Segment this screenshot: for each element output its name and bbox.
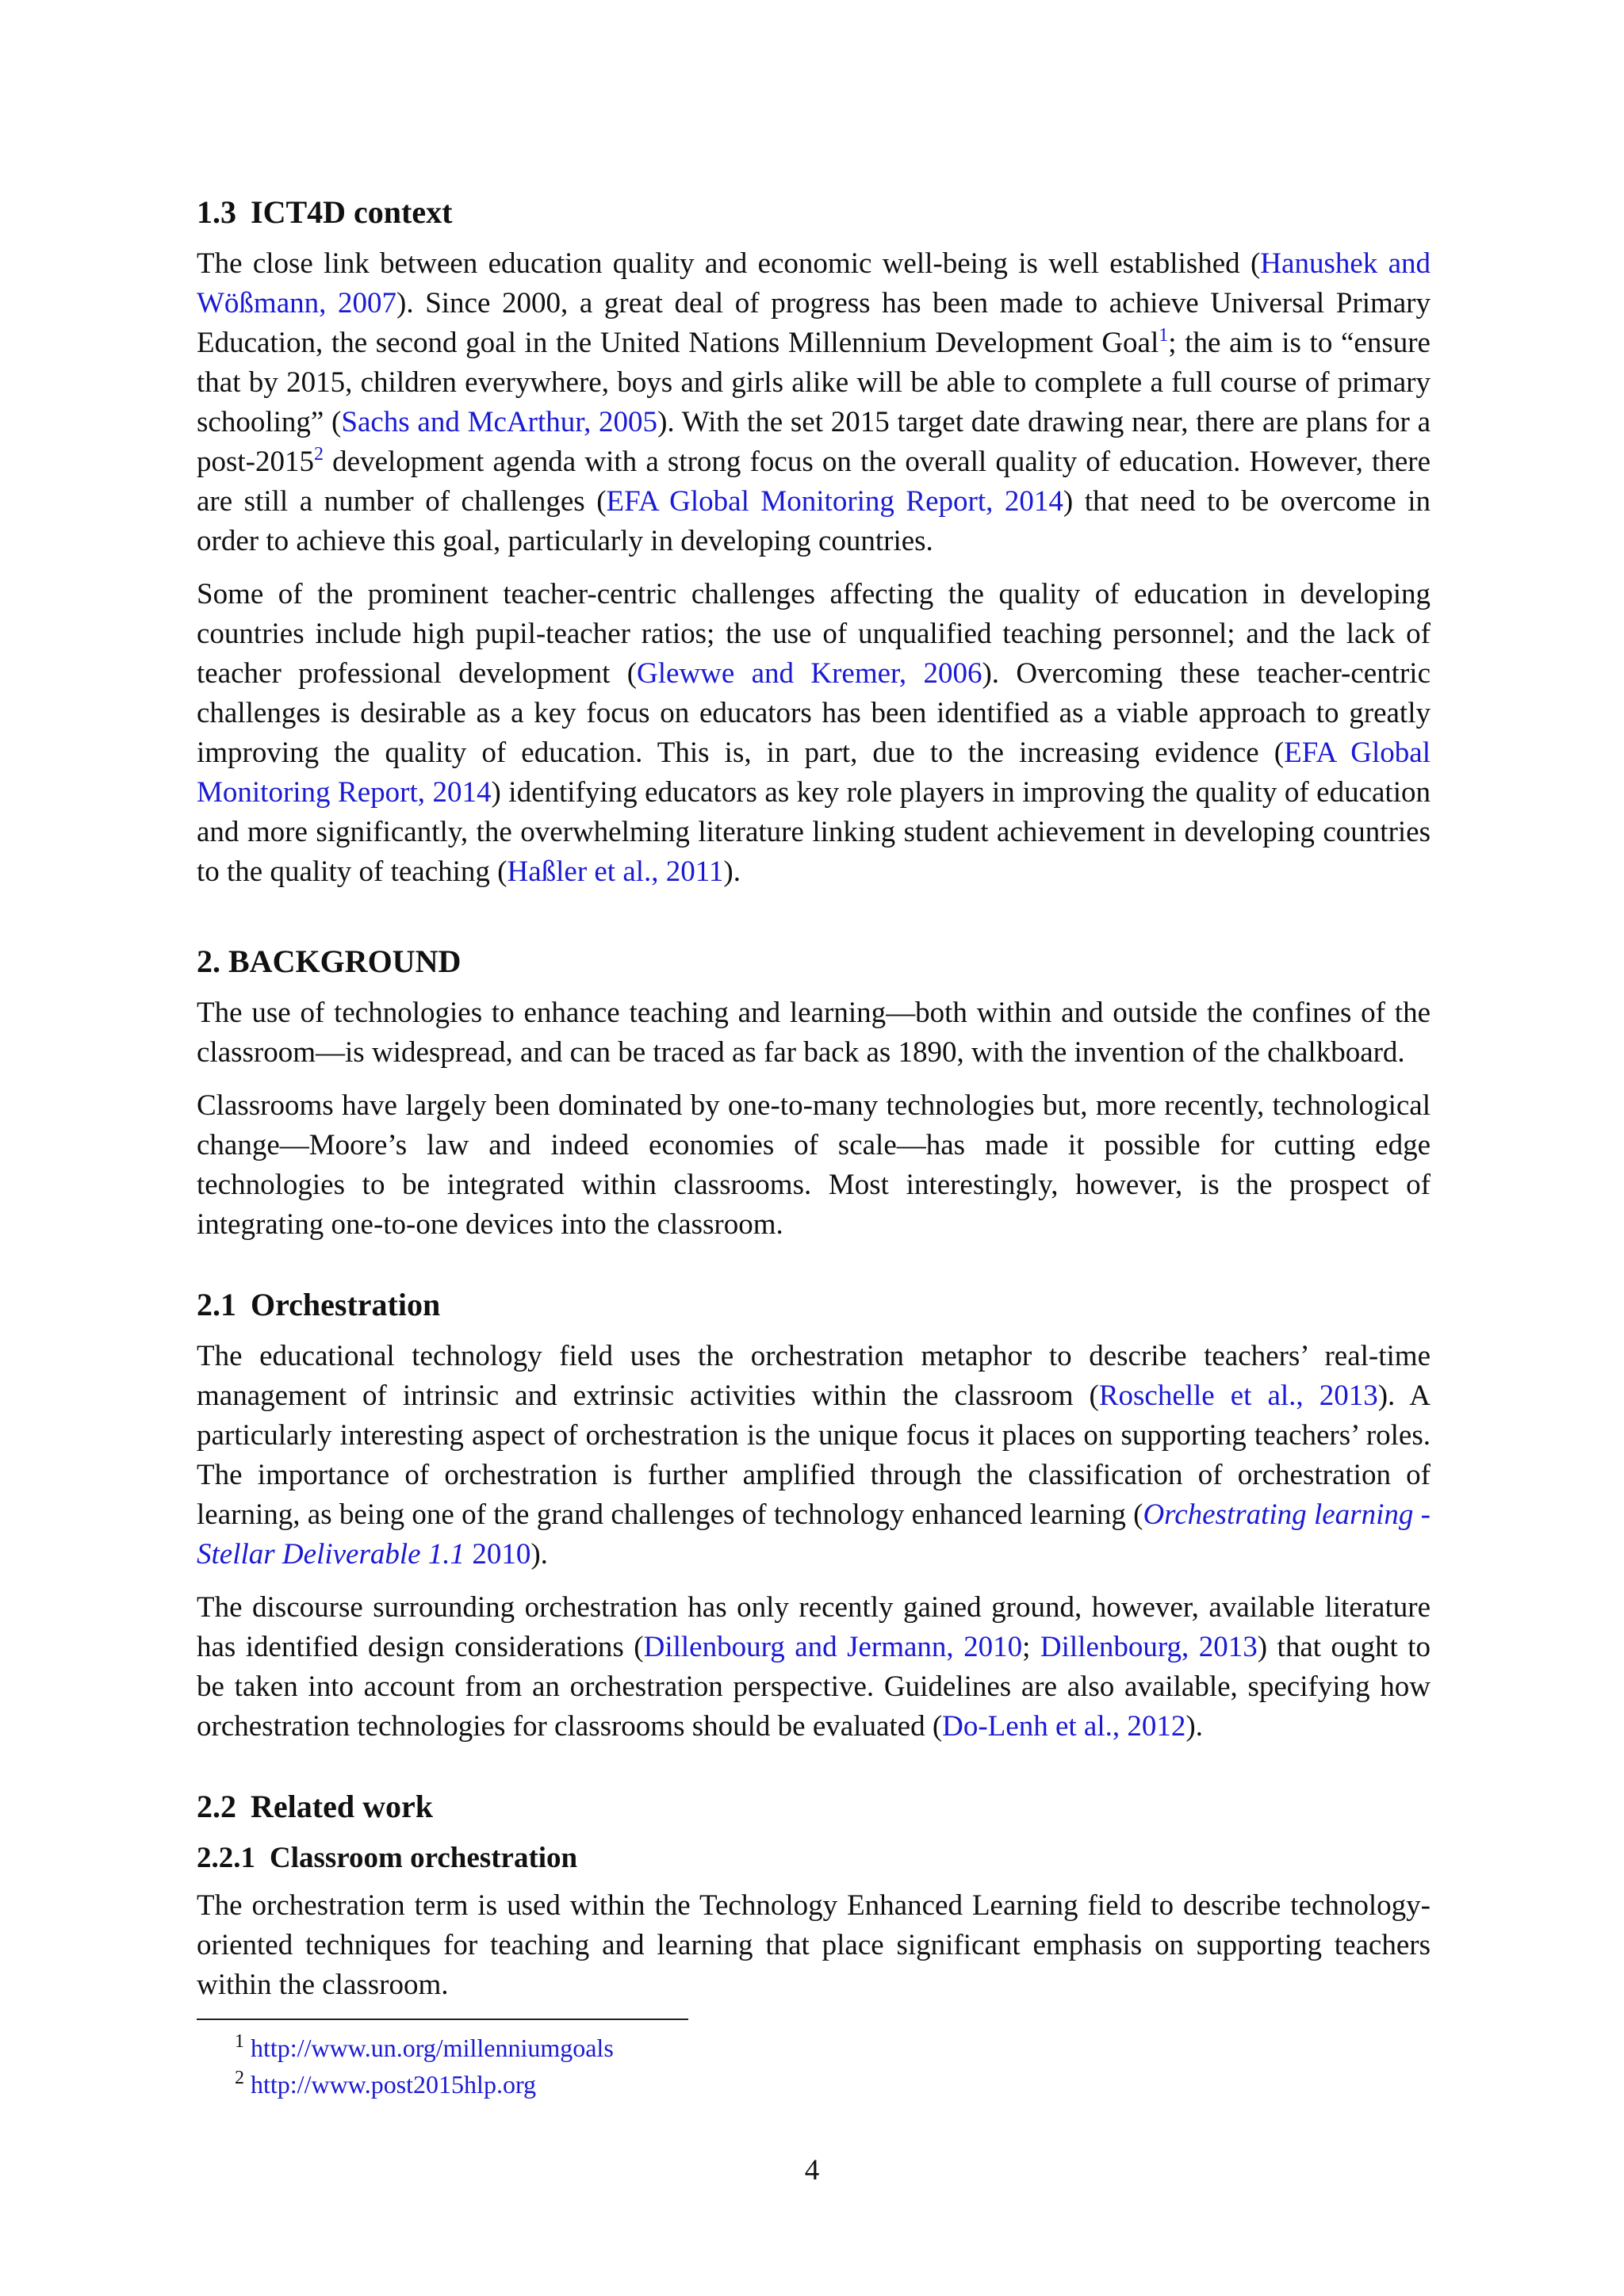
section-heading-background: 2. BACKGROUND <box>197 943 462 979</box>
paragraph <box>197 575 1431 892</box>
footnote-mark: 2 <box>235 2068 244 2088</box>
footnote <box>197 2030 1431 2066</box>
section-heading-2-1 <box>197 1283 1431 1327</box>
paragraph <box>197 1588 1431 1747</box>
footnote-link[interactable]: http://www.un.org/millenniumgoals <box>251 2034 614 2062</box>
paragraph <box>197 1337 1431 1575</box>
text-run: ). With the set 2015 target date drawing near, there are plans for a post-2015 <box>197 406 1431 478</box>
text-run: development agenda with a strong focus on the overall quality of education. However, there are still a number of challenges ( <box>197 446 1431 518</box>
text-run: Some of the prominent teacher-centric challenges affecting the quality of education in developing countries include high pupil-teacher ratios; the use of unqualified teaching personnel; and the lack of teacher professional development ( <box>197 578 1431 690</box>
paragraph <box>197 244 1431 561</box>
section-heading-1-3 <box>197 190 1431 235</box>
section-title: Related work <box>251 1789 433 1824</box>
citation-link[interactable]: EFA Global Monitoring Report, 2014 <box>197 737 1431 809</box>
text-run: ) identifying educators as key role players in improving the quality of education and more significantly, the overwhelming literature linking student achievement in developing countries to the quality of teaching ( <box>197 776 1431 888</box>
text-run: ). Overcoming these teacher-centric challenges is desirable as a key focus on educators has been identified as a viable approach to greatly improving the quality of education. This is, in part, due to the increasing evidence ( <box>197 657 1431 769</box>
section-heading-2-2 <box>197 1785 1431 1829</box>
citation-link[interactable]: Dillenbourg and Jermann, 2010 <box>643 1631 1023 1663</box>
citation-link[interactable]: Roschelle et al., 2013 <box>1098 1380 1378 1412</box>
citation-link-year[interactable]: 2010 <box>465 1538 531 1571</box>
text-run: ). <box>723 855 741 888</box>
footnote <box>197 2066 1431 2103</box>
footnote-divider <box>197 2019 688 2020</box>
section-title: Classroom orchestration <box>270 1842 578 1874</box>
text-run: ). <box>530 1538 548 1571</box>
citation-link[interactable]: Do-Lenh et al., 2012 <box>942 1710 1186 1743</box>
page-number: 4 <box>804 2154 820 2187</box>
text-run: ; <box>1022 1631 1040 1663</box>
text-run: ) that ought to be taken into account from an orchestration perspective. Guidelines are also available, specifying how orchestration technologies for classrooms should be evaluated ( <box>197 1631 1431 1743</box>
section-number: 2.2 <box>197 1789 236 1824</box>
citation-link[interactable]: Dillenbourg, 2013 <box>1040 1631 1258 1663</box>
text-run: ). <box>1185 1710 1203 1743</box>
text-run: ) that need to be overcome in order to achieve this goal, particularly in developing countries. <box>197 485 1431 557</box>
citation-link[interactable]: Sachs and McArthur, 2005 <box>341 406 658 438</box>
subsection-heading-2-2-1 <box>197 1839 1431 1878</box>
section-title: Orchestration <box>251 1287 441 1322</box>
paragraph: The use of technologies to enhance teaching and learning—both within and outside the confines of the classroom—is widespread, and can be traced as far back as 1890, with the invention of the chalkboard. <box>197 997 1431 1069</box>
text-run: The educational technology field uses the orchestration metaphor to describe teachers’ real-time management of intrinsic and extrinsic activities within the classroom ( <box>197 1340 1431 1412</box>
citation-link[interactable]: EFA Global Monitoring Report, 2014 <box>606 485 1063 518</box>
footnote-link[interactable]: http://www.post2015hlp.org <box>251 2070 537 2099</box>
text-run: ). A particularly interesting aspect of orchestration is the unique focus it places on supporting teachers’ roles. The importance of orchestration is further amplified through the classification of orchestration of learning, as being one of the grand challenges of technology enhanced learning ( <box>197 1380 1431 1531</box>
citation-link[interactable]: Glewwe and Kremer, 2006 <box>637 657 982 690</box>
paper-page <box>197 190 1431 2103</box>
section-title: ICT4D context <box>251 194 453 230</box>
text-run: The discourse surrounding orchestration has only recently gained ground, however, available literature has identified design considerations ( <box>197 1591 1431 1663</box>
text-run: The close link between education quality and economic well-being is well established ( <box>197 247 1261 280</box>
text-run: ; the aim is to “ensure that by 2015, children everywhere, boys and girls alike will be able to complete a full course of primary schooling” ( <box>197 327 1431 438</box>
citation-link[interactable]: Haßler et al., 2011 <box>507 855 724 888</box>
citation-link[interactable]: Hanushek and Wößmann, 2007 <box>197 247 1431 320</box>
section-number: 1.3 <box>197 194 236 230</box>
section-number: 2.1 <box>197 1287 236 1322</box>
section-number: 2.2.1 <box>197 1842 255 1874</box>
citation-link-italic[interactable]: Orchestrating learning - Stellar Deliverable 1.1 <box>197 1498 1431 1571</box>
footnote-ref[interactable]: 1 <box>1159 325 1169 346</box>
text-run: ). Since 2000, a great deal of progress has been made to achieve Universal Primary Education, the second goal in the United Nations Millennium Development Goal <box>197 287 1431 359</box>
paragraph: The orchestration term is used within the Technology Enhanced Learning field to describe technology-oriented techniques for teaching and learning that place significant emphasis on supporting teachers within the classroom. <box>197 1889 1431 2001</box>
footnote-mark: 1 <box>235 2031 244 2052</box>
footnote-ref[interactable]: 2 <box>314 444 324 465</box>
paragraph: Classrooms have largely been dominated by one-to-many technologies but, more recently, technological change—Moore’s law and indeed economies of scale—has made it possible for cutting edge technologies to be integrated within classrooms. Most interestingly, however, is the prospect of integrating one-to-one devices into the classroom. <box>197 1089 1431 1241</box>
